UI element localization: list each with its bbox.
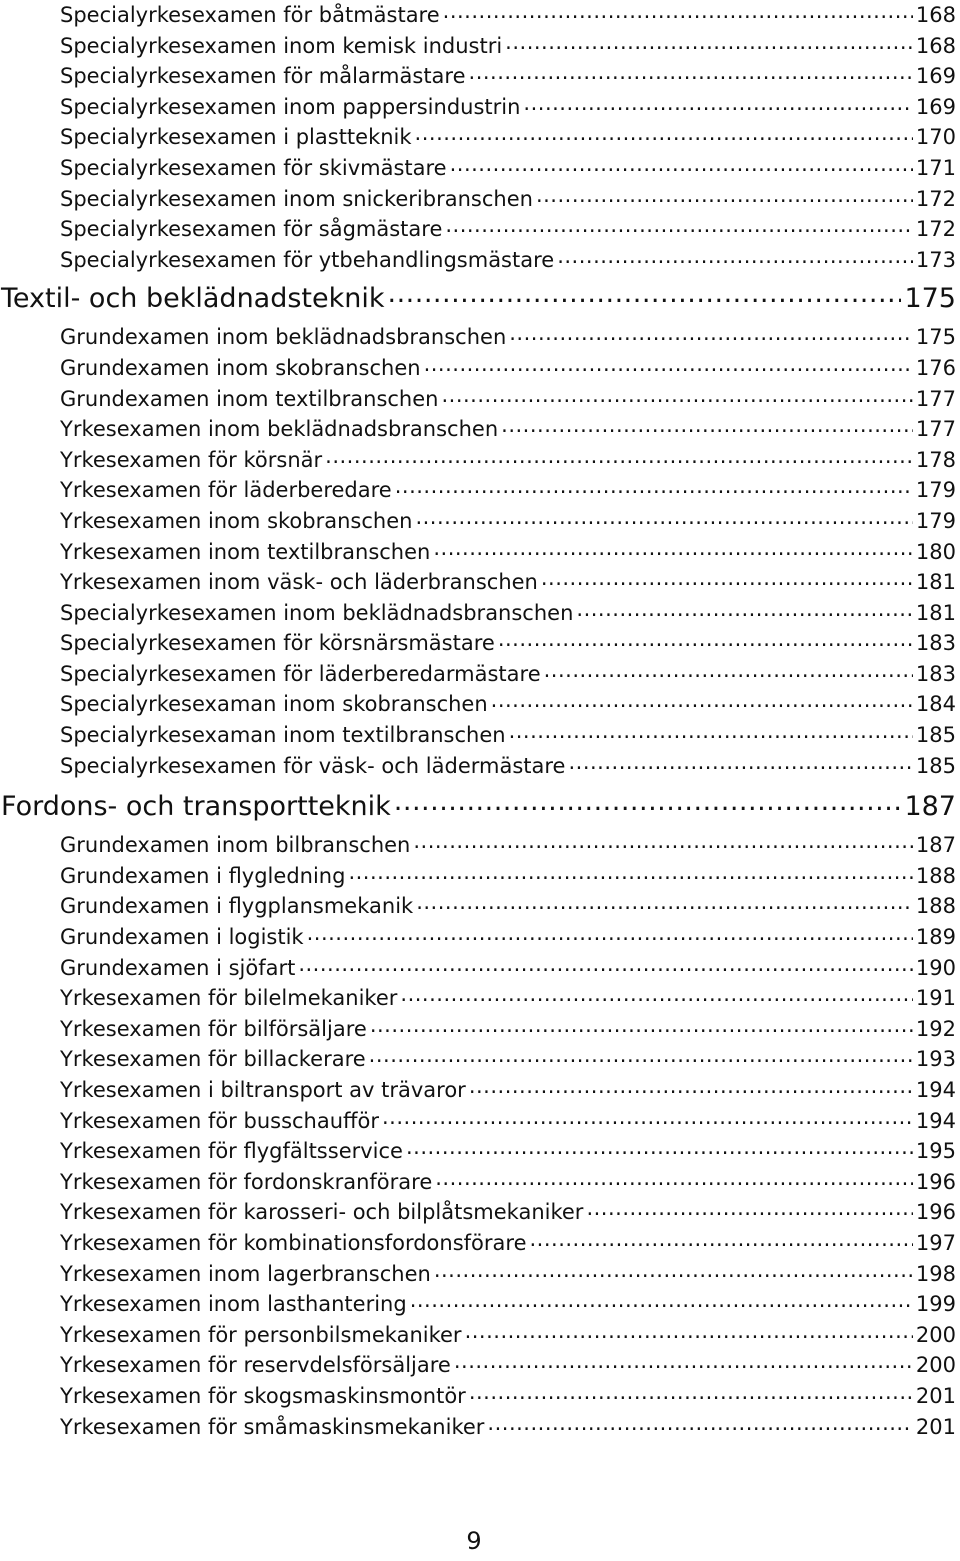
toc-entry-page: 197	[915, 1230, 956, 1255]
toc-entry-page: 198	[915, 1261, 956, 1286]
toc-entry-label: Specialyrkesexamen inom snickeribranschen	[60, 186, 533, 211]
dot-leader	[307, 923, 913, 944]
dot-leader	[443, 1, 913, 22]
toc-entry	[0, 1412, 960, 1443]
toc-entry-label: Specialyrkesexamen för båtmästare	[60, 3, 440, 27]
dot-leader	[523, 93, 912, 114]
toc-entry	[0, 567, 960, 598]
toc-entry	[0, 353, 960, 384]
toc-entry	[0, 31, 960, 62]
toc-entry-page: 199	[915, 1292, 956, 1317]
dot-leader	[433, 538, 913, 559]
toc-entry-page: 178	[915, 447, 956, 472]
toc-entry	[0, 92, 960, 123]
toc-entry-label: Specialyrkesexaman inom skobranschen	[60, 692, 488, 717]
toc-entry	[0, 445, 960, 476]
dot-leader	[465, 1321, 913, 1342]
toc-entry-label: Yrkesexamen för småmaskinsmekaniker	[60, 1414, 485, 1439]
dot-leader	[454, 1351, 913, 1372]
toc-entry-label: Grundexamen inom beklädnadsbranschen	[60, 325, 507, 350]
dot-leader	[410, 1290, 913, 1311]
dot-leader	[416, 892, 913, 913]
toc-entry-page: 189	[915, 925, 956, 950]
toc-entry-page: 196	[915, 1169, 956, 1194]
toc-entry	[0, 414, 960, 445]
toc-entry-page: 188	[915, 863, 956, 888]
toc-entry-page: 169	[915, 64, 956, 89]
toc-entry-label: Yrkesexamen för bilelmekaniker	[60, 986, 398, 1011]
toc-entry	[0, 720, 960, 751]
toc-entry-page: 170	[915, 125, 956, 150]
dot-leader	[369, 1045, 913, 1066]
toc-entry-label: Specialyrkesexamen för målarmästare	[60, 64, 466, 89]
toc-entry-page: 201	[915, 1414, 956, 1439]
toc-entry-page: 168	[915, 33, 956, 58]
toc-entry-page: 200	[915, 1353, 956, 1378]
toc-entry-label: Yrkesexamen för kombinationsfordonsförare	[60, 1230, 527, 1255]
toc-entry-label: Specialyrkesexamen för ytbehandlingsmästare	[60, 247, 555, 272]
toc-entry-page: 177	[915, 417, 956, 442]
toc-entry-page: 185	[915, 723, 956, 748]
toc-entry-page: 200	[915, 1322, 956, 1347]
toc-entry-label: Yrkesexamen för skogsmaskinsmontör	[60, 1383, 466, 1408]
toc-section-heading	[0, 784, 960, 830]
toc-entry-page: 169	[915, 94, 956, 119]
toc-entry	[0, 1197, 960, 1228]
toc-entry	[0, 983, 960, 1014]
toc-entry-page: 190	[915, 955, 956, 980]
dot-leader	[498, 629, 913, 650]
toc-entry-page: 191	[915, 986, 956, 1011]
toc-entry-page: 181	[915, 600, 956, 625]
toc-section-page: 187	[904, 791, 956, 823]
toc-entry-page: 188	[915, 894, 956, 919]
toc-entry-label: Grundexamen inom bilbranschen	[60, 833, 411, 858]
toc-entry-label: Grundexamen i flygplansmekanik	[60, 894, 414, 919]
toc-entry-page: 168	[915, 3, 956, 27]
toc-entry	[0, 861, 960, 892]
toc-entry-label: Specialyrkesexamen inom beklädnadsbranschen	[60, 600, 574, 625]
toc-entry-label: Yrkesexamen för fordonskranförare	[60, 1169, 433, 1194]
toc-entry-label: Yrkesexamen inom textilbranschen	[60, 539, 431, 564]
toc-entry-label: Specialyrkesexamen i plastteknik	[60, 125, 412, 150]
dot-leader	[400, 984, 913, 1005]
toc-entry	[0, 475, 960, 506]
dot-leader	[469, 1076, 913, 1097]
toc-entry	[0, 1075, 960, 1106]
toc-entry-label: Yrkesexamen för flygfältsservice	[60, 1139, 403, 1164]
toc-entry	[0, 214, 960, 245]
toc-entry-label: Specialyrkesexamen för läderberedarmästare	[60, 661, 541, 686]
toc-entry	[0, 891, 960, 922]
toc-entry-page: 196	[915, 1200, 956, 1225]
toc-entry	[0, 153, 960, 184]
toc-entry	[0, 0, 960, 31]
dot-leader	[435, 1168, 913, 1189]
dot-leader	[445, 215, 913, 236]
toc-entry	[0, 953, 960, 984]
toc-section-heading	[0, 276, 960, 322]
dot-leader	[413, 831, 913, 852]
toc-entry-label: Yrkesexamen för busschaufför	[60, 1108, 379, 1133]
dot-leader	[395, 476, 913, 497]
toc-entry-page: 195	[915, 1139, 956, 1164]
toc-section-label: Textil- och beklädnadsteknik	[1, 283, 385, 315]
toc-entry	[0, 1381, 960, 1412]
toc-entry-page: 176	[915, 355, 956, 380]
dot-leader	[576, 599, 913, 620]
toc-entry-page: 194	[915, 1078, 956, 1102]
toc-entry-label: Yrkesexamen inom väsk- och läderbranschen	[60, 570, 538, 595]
toc-entry-label: Specialyrkesexamen för skivmästare	[60, 155, 447, 180]
toc-entry-label: Grundexamen i flygledning	[60, 863, 346, 888]
dot-leader	[536, 185, 913, 206]
dot-leader	[469, 62, 913, 83]
dot-leader	[568, 752, 912, 773]
toc-entry	[0, 245, 960, 276]
toc-entry-page: 192	[915, 1016, 956, 1041]
toc-entry-page: 183	[915, 631, 956, 656]
toc-entry	[0, 628, 960, 659]
toc-section-label: Fordons- och transportteknik	[1, 791, 391, 823]
toc-entry	[0, 1167, 960, 1198]
toc-entry	[0, 506, 960, 537]
toc-entry	[0, 1320, 960, 1351]
toc-entry-page: 177	[915, 386, 956, 411]
dot-leader	[469, 1382, 913, 1403]
toc-entry-label: Yrkesexamen inom lagerbranschen	[60, 1261, 431, 1286]
dot-leader	[434, 1260, 913, 1281]
toc-entry-page: 180	[915, 539, 956, 564]
toc-entry-page: 193	[915, 1047, 956, 1072]
toc-entry-label: Yrkesexamen för reservdelsförsäljare	[60, 1353, 451, 1378]
toc-entry	[0, 689, 960, 720]
toc-entry-label: Yrkesexamen inom lasthantering	[60, 1292, 407, 1317]
dot-leader	[530, 1229, 913, 1250]
toc-entry-page: 184	[915, 692, 956, 717]
toc-entry-page: 175	[915, 325, 956, 350]
toc-section-page: 175	[904, 283, 956, 315]
dot-leader	[501, 415, 913, 436]
toc-entry-label: Yrkesexamen för bilförsäljare	[60, 1016, 367, 1041]
toc-entry	[0, 1014, 960, 1045]
toc-entry-page: 183	[915, 661, 956, 686]
toc-entry-label: Specialyrkesexamen för väsk- och lädermästare	[60, 753, 566, 778]
toc-entry-page: 181	[915, 570, 956, 595]
toc-entry	[0, 1044, 960, 1075]
dot-leader	[541, 568, 913, 589]
toc-entry	[0, 322, 960, 353]
toc-entry-label: Grundexamen inom skobranschen	[60, 355, 421, 380]
dot-leader	[394, 788, 902, 815]
toc-entry	[0, 537, 960, 568]
dot-leader	[348, 862, 912, 883]
dot-leader	[382, 1107, 913, 1128]
toc-entry-label: Yrkesexamen inom skobranschen	[60, 508, 413, 533]
toc-entry	[0, 1228, 960, 1259]
dot-leader	[415, 123, 913, 144]
toc-entry-label: Specialyrkesexamen för sågmästare	[60, 217, 443, 242]
dot-leader	[491, 690, 913, 711]
toc-entry-label: Yrkesexamen för läderberedare	[60, 478, 392, 503]
toc-entry	[0, 598, 960, 629]
toc-entry	[0, 122, 960, 153]
dot-leader	[450, 154, 913, 175]
dot-leader	[557, 246, 913, 267]
dot-leader	[298, 954, 913, 975]
toc-entry	[0, 1259, 960, 1290]
dot-leader	[505, 32, 913, 53]
toc-entry	[0, 384, 960, 415]
toc-entry-page: 172	[915, 186, 956, 211]
toc-entry-page: 172	[915, 217, 956, 242]
toc-entry-label: Yrkesexamen i biltransport av trävaror	[60, 1078, 466, 1102]
dot-leader	[406, 1137, 913, 1158]
dot-leader	[370, 1015, 913, 1036]
toc-entry	[0, 1136, 960, 1167]
dot-leader	[487, 1413, 912, 1434]
dot-leader	[586, 1198, 912, 1219]
toc-entry-label: Specialyrkesexamen inom kemisk industri	[60, 33, 503, 58]
dot-leader	[509, 323, 913, 344]
toc-entry-label: Specialyrkesexamen inom pappersindustrin	[60, 94, 521, 119]
toc-entry	[0, 751, 960, 782]
page-number: 9	[466, 1527, 482, 1555]
dot-leader	[388, 280, 902, 307]
toc-entry-page: 201	[915, 1383, 956, 1408]
toc-entry	[0, 659, 960, 690]
toc-entry	[0, 830, 960, 861]
toc-entry-page: 171	[915, 155, 956, 180]
toc-entry-page: 185	[915, 753, 956, 778]
toc-entry-label: Grundexamen i logistik	[60, 925, 304, 950]
toc-entry-label: Specialyrkesexaman inom textilbranschen	[60, 723, 506, 748]
toc-entry-label: Specialyrkesexamen för körsnärsmästare	[60, 631, 495, 656]
dot-leader	[415, 507, 912, 528]
toc-entry	[0, 1350, 960, 1381]
dot-leader	[424, 354, 913, 375]
toc-entry-label: Yrkesexamen för billackerare	[60, 1047, 366, 1072]
toc-entry	[0, 1106, 960, 1137]
toc-entry-label: Grundexamen inom textilbranschen	[60, 386, 439, 411]
toc-entry-label: Grundexamen i sjöfart	[60, 955, 296, 980]
toc-entry-page: 179	[915, 508, 956, 533]
dot-leader	[441, 385, 912, 406]
toc-entry-label: Yrkesexamen för körsnär	[60, 447, 323, 472]
toc-entry-page: 179	[915, 478, 956, 503]
toc-entry-label: Yrkesexamen för personbilsmekaniker	[60, 1322, 462, 1347]
toc-entry	[0, 1289, 960, 1320]
toc-entry	[0, 61, 960, 92]
toc-entry-label: Yrkesexamen för karosseri- och bilplåtsmekaniker	[60, 1200, 584, 1225]
toc-entry-page: 194	[915, 1108, 956, 1133]
dot-leader	[325, 446, 913, 467]
dot-leader	[509, 721, 913, 742]
toc-entry	[0, 184, 960, 215]
toc-entry	[0, 922, 960, 953]
toc-entry-page: 187	[915, 833, 956, 858]
toc-entry-page: 173	[915, 247, 956, 272]
dot-leader	[544, 660, 913, 681]
toc-entry-label: Yrkesexamen inom beklädnadsbranschen	[60, 417, 499, 442]
